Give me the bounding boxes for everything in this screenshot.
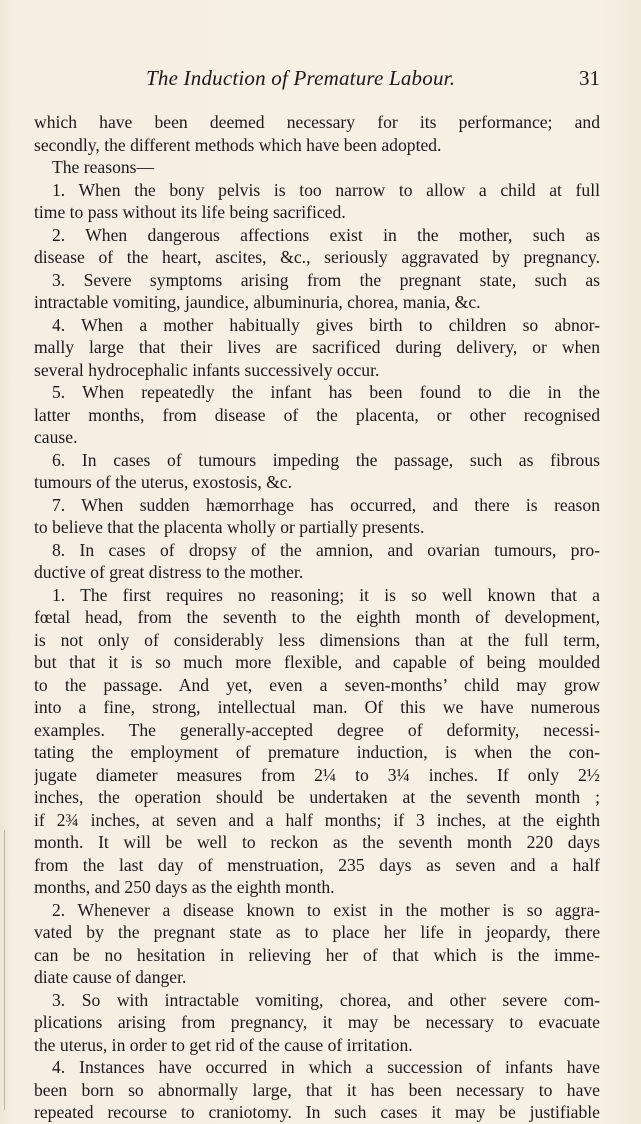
text-line: 1. When the bony pelvis is too narrow to allow a child at full	[52, 179, 600, 200]
margin-rule	[4, 830, 5, 1110]
text-line: 1. The first requires no reasoning; it is so well known that a	[52, 584, 600, 605]
text-line: tumours of the uterus, exostosis, &c.	[34, 472, 293, 492]
text-line: intractable vomiting, jaundice, albuminuria, chorea, mania, &c.	[34, 292, 481, 312]
text-line: diate cause of danger.	[34, 967, 187, 987]
text-line: 6. In cases of tumours impeding the passage, such as fibrous	[52, 449, 600, 470]
text-line: tating the employment of premature induction, is when the con-	[34, 742, 600, 762]
text-line: 8. In cases of dropsy of the amnion, and ovarian tumours, pro-	[52, 539, 600, 560]
text-line: several hydrocephalic infants successively occur.	[34, 359, 380, 380]
text-line: examples. The generally-accepted degree of deformity, necessi-	[34, 719, 600, 740]
text-line: cause.	[34, 427, 78, 447]
text-line: repeated recourse to craniotomy. In such cases it may be justifiable	[34, 1102, 600, 1122]
text-line: time to pass without its life being sacrificed.	[34, 202, 346, 222]
text-line: if 2¾ inches, at seven and a half months; if 3 inches, at the eighth	[34, 809, 600, 830]
text-line: can be no hesitation in relieving her of that which is the imme-	[34, 944, 600, 965]
text-line: mally large that their lives are sacrificed during delivery, or when	[34, 337, 600, 357]
text-line: 2. Whenever a disease known to exist in the mother is so aggra-	[52, 899, 600, 920]
text-line: into a fine, strong, intellectual man. Of this we have numerous	[34, 697, 600, 717]
text-line: fœtal head, from the seventh to the eighth month of development,	[34, 607, 600, 627]
text-line: the uterus, in order to get rid of the cause of irritation.	[34, 1034, 413, 1055]
text-line: The reasons—	[52, 157, 155, 177]
text-line: plications arising from pregnancy, it may be necessary to evacuate	[34, 1012, 600, 1032]
text-line: to the passage. And yet, even a seven-months’ child may grow	[34, 674, 600, 695]
text-line: which have been deemed necessary for its performance; and	[34, 112, 600, 132]
text-line: 7. When sudden hæmorrhage has occurred, and there is reason	[52, 494, 600, 515]
text-line: 3. So with intractable vomiting, chorea, and other severe com-	[52, 989, 600, 1010]
text-line: disease of the heart, ascites, &c., seriously aggravated by pregnancy.	[34, 247, 600, 267]
running-title: The Induction of Premature Labour.	[146, 66, 456, 90]
text-line: 3. Severe symptoms arising from the pregnant state, such as	[52, 269, 600, 290]
text-line: month. It will be well to reckon as the seventh month 220 days	[34, 832, 600, 852]
text-line: is not only of considerably less dimensions than at the full term,	[34, 629, 600, 650]
text-line: vated by the pregnant state as to place her life in jeopardy, there	[34, 922, 600, 942]
text-line: ductive of great distress to the mother.	[34, 562, 304, 582]
text-line: 2. When dangerous affections exist in the mother, such as	[52, 224, 600, 245]
text-line: but that it is so much more flexible, and capable of being moulded	[34, 652, 600, 672]
text-line: secondly, the different methods which have been adopted.	[34, 134, 442, 155]
body-text	[34, 111, 600, 1124]
text-line: 4. When a mother habitually gives birth to children so abnor-	[52, 314, 600, 335]
text-line: months, and 250 days as the eighth month.	[34, 877, 335, 897]
text-line: 4. Instances have occurred in which a succession of infants have	[52, 1057, 600, 1077]
page-header	[34, 66, 600, 92]
text-line: been born so abnormally large, that it has been necessary to have	[34, 1079, 600, 1100]
text-line: latter months, from disease of the placenta, or other recognised	[34, 404, 600, 425]
text-line: inches, the operation should be undertaken at the seventh month ;	[34, 787, 600, 807]
text-line: jugate diameter measures from 2¼ to 3¼ inches. If only 2½	[34, 764, 600, 785]
text-line: to believe that the placenta wholly or partially presents.	[34, 517, 425, 537]
text-line: 5. When repeatedly the infant has been found to die in the	[52, 382, 600, 402]
text-line: from the last day of menstruation, 235 days as seven and a half	[34, 854, 600, 875]
page-number: 31	[579, 66, 600, 90]
